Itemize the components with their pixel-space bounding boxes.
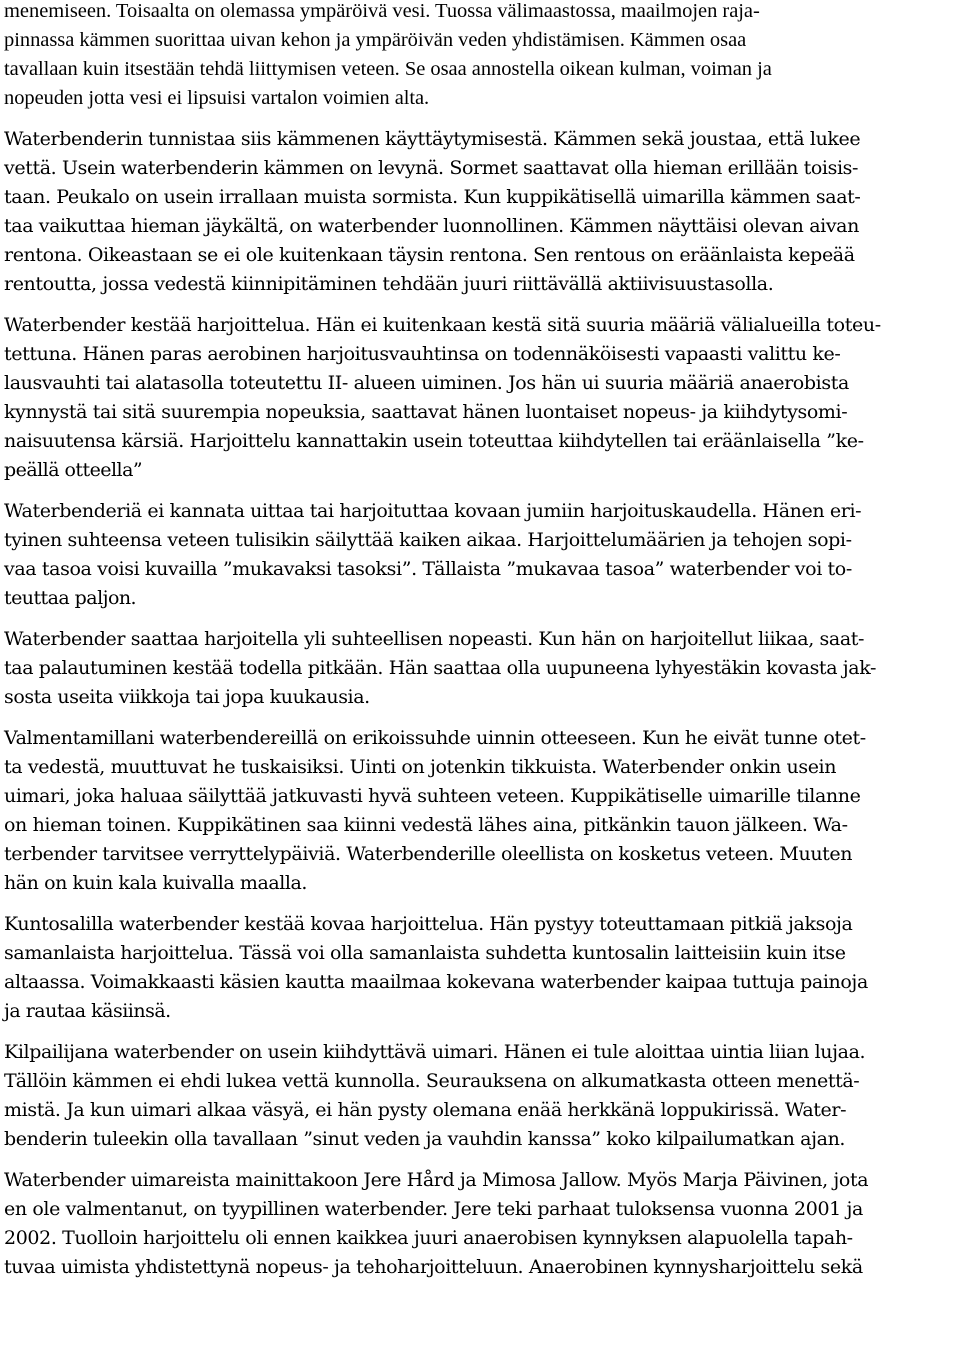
text-line: ta vedestä, muuttuvat he tuskaisiksi. Uinti on jotenkin tikkuista. Waterbender onkin usein xyxy=(4,756,837,778)
paragraph xyxy=(4,625,959,712)
text-line: naisuutensa kärsiä. Harjoittelu kannattakin usein toteuttaa kiihdytellen tai eräänlaisella ”ke- xyxy=(4,430,864,452)
text-line: Tällöin kämmen ei ehdi lukea vettä kunnolla. Seurauksena on alkumatkasta otteen menettä- xyxy=(4,1070,860,1092)
paragraph xyxy=(4,125,959,299)
text-line: benderin tuleekin olla tavallaan ”sinut veden ja vauhdin kanssa” koko kilpailumatkan ajan. xyxy=(4,1128,846,1150)
paragraph-spacer xyxy=(4,712,959,724)
text-line: rentona. Oikeastaan se ei ole kuitenkaan täysin rentona. Sen rentous on eräänlaista kepeää xyxy=(4,244,855,266)
paragraph-spacer xyxy=(4,613,959,625)
paragraph-spacer xyxy=(4,485,959,497)
text-line: ja rautaa käsiinsä. xyxy=(4,1000,171,1022)
text-line: vaa tasoa voisi kuvailla ”mukavaksi tasoksi”. Tällaista ”mukavaa tasoa” waterbender voi to- xyxy=(4,558,852,580)
document-body xyxy=(4,0,959,1282)
paragraph-spacer xyxy=(4,898,959,910)
text-line: taa palautuminen kestää todella pitkään. Hän saattaa olla uupuneena lyhyestäkin kovasta jak- xyxy=(4,657,877,679)
text-line: samanlaista harjoittelua. Tässä voi olla samanlaista suhdetta kuntosalin laitteisiin kuin itse xyxy=(4,942,846,964)
text-line: Waterbenderiä ei kannata uittaa tai harjoituttaa kovaan jumiin harjoituskaudella. Hänen eri- xyxy=(4,500,862,522)
paragraph xyxy=(4,0,959,113)
text-line: tavallaan kuin itsestään tehdä liittymisen veteen. Se osaa annostella oikean kulman, voiman ja xyxy=(4,58,772,80)
paragraph xyxy=(4,724,959,898)
paragraph-spacer xyxy=(4,299,959,311)
text-line: Kuntosalilla waterbender kestää kovaa harjoittelua. Hän pystyy toteuttamaan pitkiä jaksoja xyxy=(4,913,853,935)
text-line: en ole valmentanut, on tyypillinen waterbender. Jere teki parhaat tuloksensa vuonna 2001 ja xyxy=(4,1198,863,1220)
paragraph xyxy=(4,910,959,1026)
text-line: tyinen suhteensa veteen tulisikin säilyttää kaiken aikaa. Harjoittelumäärien ja tehojen sopi- xyxy=(4,529,852,551)
text-line: uimari, joka haluaa säilyttää jatkuvasti hyvä suhteen veteen. Kuppikätiselle uimarille tilanne xyxy=(4,785,861,807)
text-line: lausvauhti tai alatasolla toteutettu II- alueen uiminen. Jos hän ui suuria määriä anaerobista xyxy=(4,372,849,394)
text-line: taa vaikuttaa hieman jäykältä, on waterbender luonnollinen. Kämmen näyttäisi olevan aivan xyxy=(4,215,859,237)
text-line: Waterbender uimareista mainittakoon Jere Hård ja Mimosa Jallow. Myös Marja Päivinen, jota xyxy=(4,1169,869,1191)
text-line: altaassa. Voimakkaasti käsien kautta maailmaa kokevana waterbender kaipaa tuttuja painoja xyxy=(4,971,868,993)
text-line: terbender tarvitsee verryttelypäiviä. Waterbenderille oleellista on kosketus veteen. Muuten xyxy=(4,843,853,865)
text-line: teuttaa paljon. xyxy=(4,587,137,609)
text-line: Waterbenderin tunnistaa siis kämmenen käyttäytymisestä. Kämmen sekä joustaa, että lukee xyxy=(4,128,861,150)
paragraph xyxy=(4,1038,959,1154)
paragraph xyxy=(4,311,959,485)
text-line: sosta useita viikkoja tai jopa kuukausia. xyxy=(4,686,370,708)
text-line: rentoutta, jossa vedestä kiinnipitäminen tehdään juuri riittävällä aktiivisuustasolla. xyxy=(4,273,774,295)
text-line: taan. Peukalo on usein irrallaan muista sormista. Kun kuppikätisellä uimarilla kämmen saat- xyxy=(4,186,861,208)
text-line: on hieman toinen. Kuppikätinen saa kiinni vedestä lähes aina, pitkänkin tauon jälkeen. Wa- xyxy=(4,814,848,836)
paragraph xyxy=(4,1166,959,1282)
text-line: pinnassa kämmen suorittaa uivan kehon ja ympäröivän veden yhdistämisen. Kämmen osaa xyxy=(4,29,747,51)
paragraph-spacer xyxy=(4,1026,959,1038)
paragraph xyxy=(4,497,959,613)
text-line: tuvaa uimista yhdistettynä nopeus- ja tehoharjoitteluun. Anaerobinen kynnysharjoittelu sekä xyxy=(4,1256,863,1278)
text-line: vettä. Usein waterbenderin kämmen on levynä. Sormet saattavat olla hieman erillään toisis- xyxy=(4,157,859,179)
text-line: hän on kuin kala kuivalla maalla. xyxy=(4,872,307,894)
text-line: kynnystä tai sitä suurempia nopeuksia, saattavat hänen luontaiset nopeus- ja kiihdytysomi- xyxy=(4,401,848,423)
text-line: Kilpailijana waterbender on usein kiihdyttävä uimari. Hänen ei tule aloittaa uintia liian lujaa. xyxy=(4,1041,866,1063)
text-line: menemiseen. Toisaalta on olemassa ympäröivä vesi. Tuossa välimaastossa, maailmojen raja- xyxy=(4,0,760,22)
text-line: tettuna. Hänen paras aerobinen harjoitusvauhtinsa on todennäköisesti vapaasti valittu ke- xyxy=(4,343,841,365)
text-line: Valmentamillani waterbendereillä on erikoissuhde uinnin otteeseen. Kun he eivät tunne otet- xyxy=(4,727,866,749)
text-line: nopeuden jotta vesi ei lipsuisi vartalon voimien alta. xyxy=(4,87,430,109)
paragraph-spacer xyxy=(4,113,959,125)
text-line: peällä otteella” xyxy=(4,459,143,481)
text-line: 2002. Tuolloin harjoittelu oli ennen kaikkea juuri anaerobisen kynnyksen alapuolella tapah- xyxy=(4,1227,853,1249)
paragraph-spacer xyxy=(4,1154,959,1166)
text-line: Waterbender kestää harjoittelua. Hän ei kuitenkaan kestä sitä suuria määriä välialueilla toteu- xyxy=(4,314,881,336)
text-line: Waterbender saattaa harjoitella yli suhteellisen nopeasti. Kun hän on harjoitellut liikaa, saat- xyxy=(4,628,865,650)
text-line: mistä. Ja kun uimari alkaa väsyä, ei hän pysty olemana enää herkkänä loppukirissä. Water- xyxy=(4,1099,847,1121)
